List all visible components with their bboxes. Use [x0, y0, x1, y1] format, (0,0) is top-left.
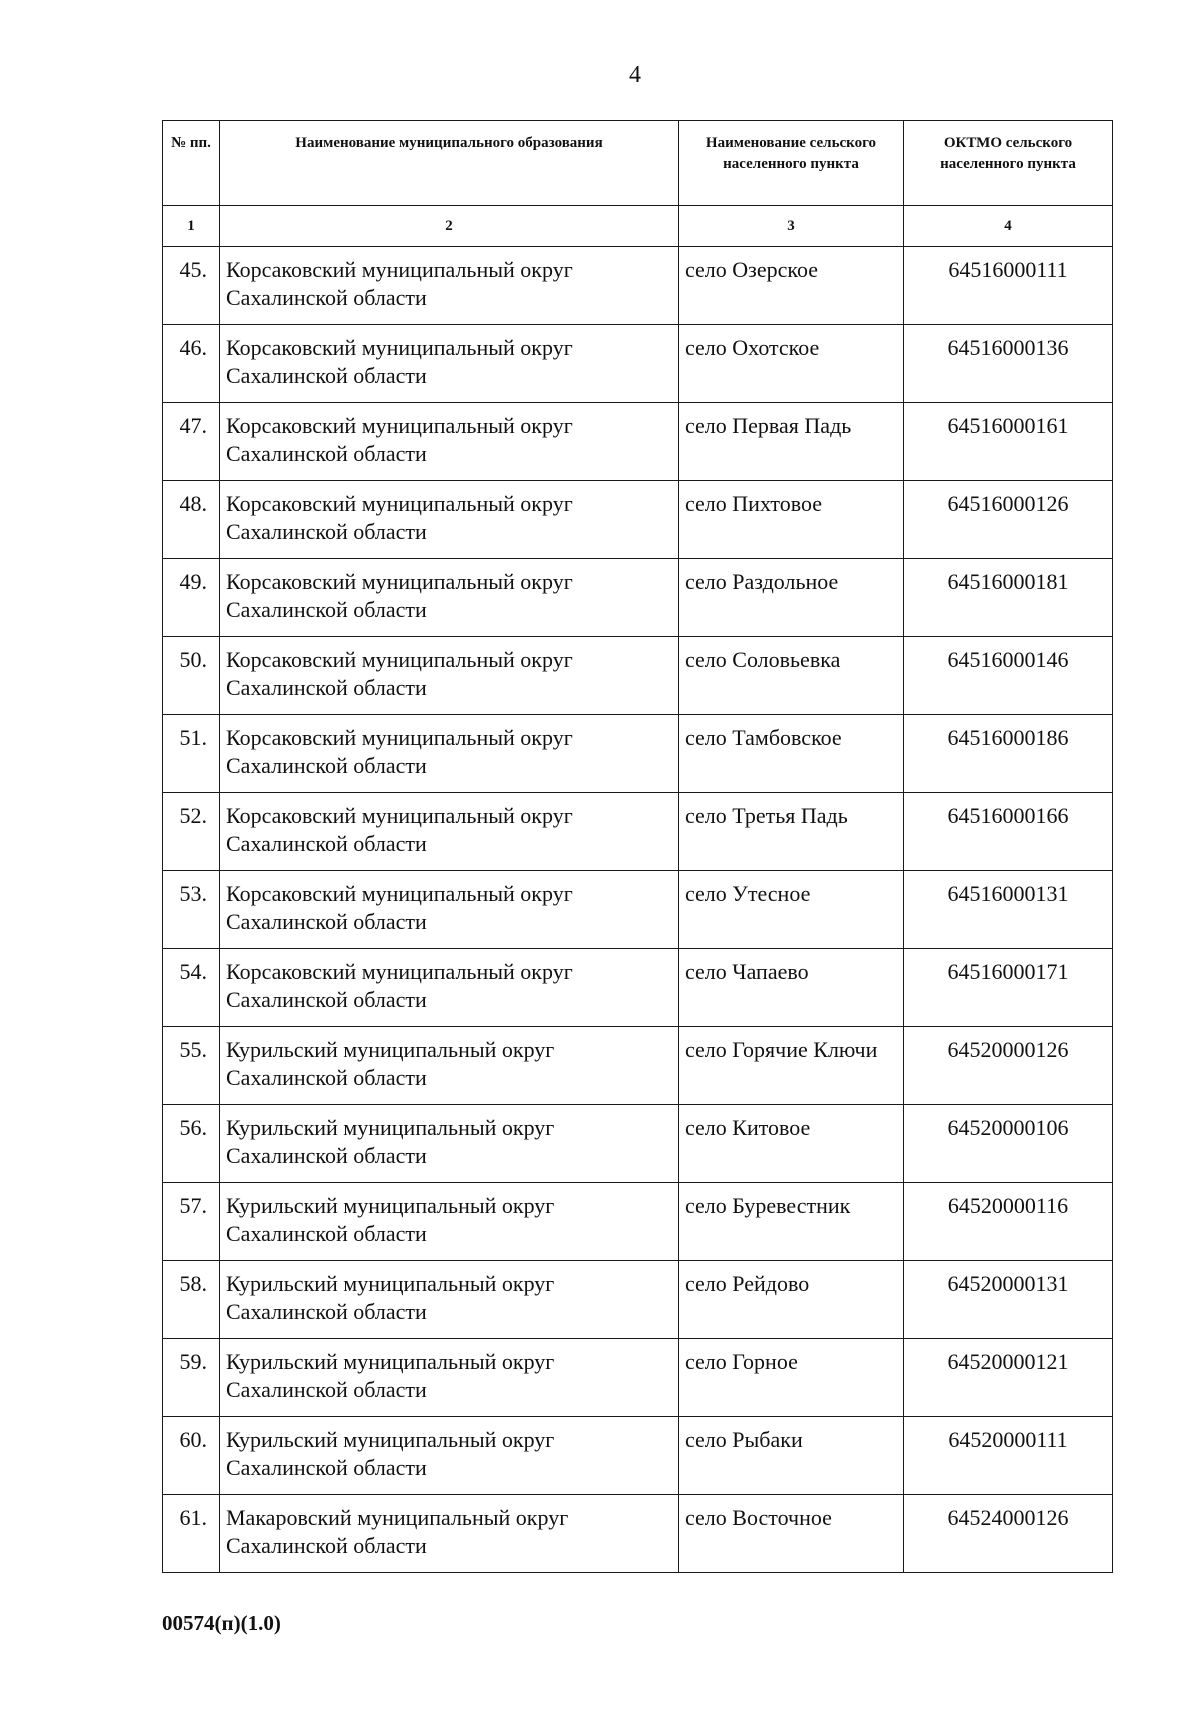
row-number-cell: 60.: [163, 1417, 220, 1495]
settlement-cell: село Китовое: [679, 1105, 904, 1183]
municipality-cell: Корсаковский муниципальный округ Сахалинской области: [220, 481, 679, 559]
column-number: 1: [163, 206, 220, 247]
oktmo-code-cell: 64516000131: [904, 871, 1113, 949]
settlement-cell: село Рейдово: [679, 1261, 904, 1339]
oktmo-code-cell: 64516000161: [904, 403, 1113, 481]
row-number-cell: 47.: [163, 403, 220, 481]
settlement-cell: село Утесное: [679, 871, 904, 949]
oktmo-code-cell: 64516000186: [904, 715, 1113, 793]
table-row: [163, 559, 1113, 637]
oktmo-code-cell: 64516000136: [904, 325, 1113, 403]
table-row: [163, 637, 1113, 715]
table-body: [163, 247, 1113, 1573]
table-row: [163, 1105, 1113, 1183]
municipality-cell: Курильский муниципальный округ Сахалинской области: [220, 1339, 679, 1417]
municipality-cell: Макаровский муниципальный округ Сахалинской области: [220, 1495, 679, 1573]
settlement-cell: село Горячие Ключи: [679, 1027, 904, 1105]
settlement-cell: село Горное: [679, 1339, 904, 1417]
municipality-cell: Корсаковский муниципальный округ Сахалинской области: [220, 793, 679, 871]
row-number-cell: 49.: [163, 559, 220, 637]
oktmo-code-cell: 64520000126: [904, 1027, 1113, 1105]
table-row: [163, 949, 1113, 1027]
municipality-cell: Корсаковский муниципальный округ Сахалинской области: [220, 325, 679, 403]
municipality-cell: Курильский муниципальный округ Сахалинской области: [220, 1027, 679, 1105]
row-number-cell: 46.: [163, 325, 220, 403]
oktmo-code-cell: 64516000126: [904, 481, 1113, 559]
table-row: [163, 793, 1113, 871]
oktmo-code-cell: 64520000131: [904, 1261, 1113, 1339]
settlement-cell: село Восточное: [679, 1495, 904, 1573]
oktmo-code-cell: 64516000166: [904, 793, 1113, 871]
table-row: [163, 247, 1113, 325]
table-row: [163, 325, 1113, 403]
settlement-cell: село Буревестник: [679, 1183, 904, 1261]
oktmo-code-cell: 64520000121: [904, 1339, 1113, 1417]
table-header-row: [163, 121, 1113, 206]
oktmo-code-cell: 64516000171: [904, 949, 1113, 1027]
settlement-cell: село Тамбовское: [679, 715, 904, 793]
header-oktmo: ОКТМО сельского населенного пункта: [904, 121, 1113, 206]
row-number-cell: 48.: [163, 481, 220, 559]
table-row: [163, 1027, 1113, 1105]
table-row: [163, 403, 1113, 481]
municipality-cell: Корсаковский муниципальный округ Сахалинской области: [220, 871, 679, 949]
row-number-cell: 54.: [163, 949, 220, 1027]
header-municipality: Наименование муниципального образования: [220, 121, 679, 206]
row-number-cell: 56.: [163, 1105, 220, 1183]
settlement-cell: село Первая Падь: [679, 403, 904, 481]
table-row: [163, 871, 1113, 949]
table-row: [163, 481, 1113, 559]
row-number-cell: 59.: [163, 1339, 220, 1417]
column-number: 4: [904, 206, 1113, 247]
header-num: № пп.: [163, 121, 220, 206]
municipality-cell: Корсаковский муниципальный округ Сахалинской области: [220, 559, 679, 637]
municipality-cell: Курильский муниципальный округ Сахалинской области: [220, 1261, 679, 1339]
table-row: [163, 1339, 1113, 1417]
settlement-cell: село Пихтовое: [679, 481, 904, 559]
oktmo-code-cell: 64520000116: [904, 1183, 1113, 1261]
municipality-cell: Корсаковский муниципальный округ Сахалинской области: [220, 949, 679, 1027]
row-number-cell: 52.: [163, 793, 220, 871]
settlement-cell: село Третья Падь: [679, 793, 904, 871]
settlement-cell: село Озерское: [679, 247, 904, 325]
settlement-cell: село Охотское: [679, 325, 904, 403]
settlements-table: [162, 120, 1113, 1573]
row-number-cell: 50.: [163, 637, 220, 715]
municipality-cell: Корсаковский муниципальный округ Сахалинской области: [220, 715, 679, 793]
row-number-cell: 61.: [163, 1495, 220, 1573]
municipality-cell: Корсаковский муниципальный округ Сахалинской области: [220, 403, 679, 481]
table-row: [163, 1495, 1113, 1573]
settlement-cell: село Раздольное: [679, 559, 904, 637]
column-number: 2: [220, 206, 679, 247]
oktmo-code-cell: 64516000181: [904, 559, 1113, 637]
column-number-row: [163, 206, 1113, 247]
oktmo-code-cell: 64524000126: [904, 1495, 1113, 1573]
municipality-cell: Корсаковский муниципальный округ Сахалинской области: [220, 247, 679, 325]
row-number-cell: 45.: [163, 247, 220, 325]
settlement-cell: село Рыбаки: [679, 1417, 904, 1495]
row-number-cell: 53.: [163, 871, 220, 949]
table-row: [163, 1417, 1113, 1495]
row-number-cell: 51.: [163, 715, 220, 793]
header-settlement: Наименование сельского населенного пункта: [679, 121, 904, 206]
oktmo-code-cell: 64516000146: [904, 637, 1113, 715]
municipality-cell: Корсаковский муниципальный округ Сахалинской области: [220, 637, 679, 715]
oktmo-code-cell: 64520000111: [904, 1417, 1113, 1495]
row-number-cell: 55.: [163, 1027, 220, 1105]
settlement-cell: село Соловьевка: [679, 637, 904, 715]
oktmo-code-cell: 64520000106: [904, 1105, 1113, 1183]
table-row: [163, 1261, 1113, 1339]
page-number: 4: [629, 62, 641, 88]
column-number: 3: [679, 206, 904, 247]
oktmo-code-cell: 64516000111: [904, 247, 1113, 325]
document-code: 00574(п)(1.0): [162, 1611, 281, 1635]
row-number-cell: 57.: [163, 1183, 220, 1261]
municipality-cell: Курильский муниципальный округ Сахалинской области: [220, 1183, 679, 1261]
municipality-cell: Курильский муниципальный округ Сахалинской области: [220, 1417, 679, 1495]
table-row: [163, 1183, 1113, 1261]
row-number-cell: 58.: [163, 1261, 220, 1339]
table-row: [163, 715, 1113, 793]
municipality-cell: Курильский муниципальный округ Сахалинской области: [220, 1105, 679, 1183]
settlement-cell: село Чапаево: [679, 949, 904, 1027]
